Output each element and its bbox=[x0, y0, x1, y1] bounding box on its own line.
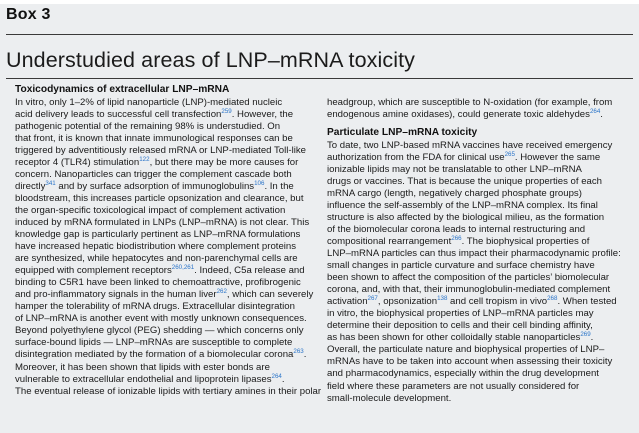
text-line: are synthesized, while hepatocytes and non-parenchymal cells are bbox=[15, 253, 298, 265]
text-line: been shown to affect the composition of the particles’ biomolecular bbox=[327, 272, 610, 284]
text-line: that front, it is known that innate immunological responses can be bbox=[15, 132, 293, 144]
text-line: . However, the bbox=[231, 108, 294, 120]
text-line: ionizable lipids may not be translatable to other LNP–mRNA bbox=[327, 163, 582, 175]
reference-link[interactable]: 122 bbox=[139, 155, 150, 163]
text-line: of the biomolecular corona leads to internal restructuring and bbox=[327, 223, 586, 235]
text-line: field where these parameters are not usually considered for bbox=[327, 380, 580, 392]
text-line: bloodstream, this increases particle opsonization and clearance, but bbox=[15, 192, 304, 204]
text-line: . Indeed, C5a release and bbox=[194, 265, 305, 277]
text-line: acid delivery leads to successful cell transfection bbox=[15, 108, 222, 120]
text-line: . bbox=[281, 373, 285, 385]
reference-link[interactable]: 263 bbox=[293, 348, 304, 356]
header-rule bbox=[6, 34, 633, 35]
section-heading-toxicodynamics: Toxicodynamics of extracellular LNP–mRNA bbox=[15, 84, 230, 95]
text-line: directly bbox=[15, 180, 46, 192]
text-line: disintegration mediated by the formation of a biomolecular corona bbox=[15, 349, 294, 361]
text-line: as has been shown for other colloidally stable nanoparticles bbox=[327, 332, 581, 344]
text-line: authorization from the FDA for clinical use bbox=[327, 151, 505, 163]
text-line: knowledge gap is particularly pertinent as LNP–mRNA formulations bbox=[15, 229, 301, 241]
text-line: , but there may be more causes for bbox=[149, 156, 299, 168]
box-title: Understudied areas of LNP–mRNA toxicity bbox=[6, 48, 415, 72]
text-line: headgroup, which are susceptible to N-oxidation (for example, from bbox=[327, 97, 613, 108]
text-line: have increased hepatic biodistribution where complement proteins bbox=[15, 241, 297, 253]
text-line: influence the self-assembly of the LNP–mRNA complex. Its final bbox=[327, 199, 598, 211]
text-line: structure is also affected by the biological milieu, as the formation bbox=[327, 211, 605, 223]
right-column bbox=[327, 97, 633, 405]
reference-link[interactable]: 264 bbox=[271, 372, 282, 380]
text-line: The eventual release of ionizable lipids with tertiary amines in their polar bbox=[15, 385, 322, 397]
reference-link[interactable]: 267 bbox=[367, 295, 378, 303]
paragraph-toxicodynamics bbox=[15, 96, 322, 398]
text-line: . bbox=[303, 349, 307, 361]
text-line: Moreover, it has been shown that lipids with ester bonds are bbox=[15, 361, 270, 373]
text-line: triggered by adventitiously released mRNA or LNP-mediated Toll-like bbox=[15, 144, 306, 156]
reference-link[interactable]: 341 bbox=[45, 179, 56, 187]
text-line: small-molecule development. bbox=[327, 392, 452, 404]
text-line: , which can severely bbox=[226, 289, 314, 301]
text-line: . The biophysical properties of bbox=[461, 235, 590, 247]
text-line: surface-bound lipids — LNP–mRNAs are susceptible to complete bbox=[15, 337, 293, 349]
reference-link[interactable]: 268 bbox=[547, 295, 558, 303]
text-line: in vitro, the biophysical properties of LNP–mRNA particles may bbox=[327, 308, 594, 320]
text-line: endogenous amine oxidases), could generate toxic aldehydes bbox=[327, 109, 590, 121]
text-line: mRNA cargo (length, negatively charged phosphate groups) bbox=[327, 187, 582, 199]
text-line: corona, and, with that, their immunoglobulin-mediated complement bbox=[327, 284, 611, 296]
title-rule bbox=[6, 78, 633, 79]
text-line: . In the bbox=[264, 180, 294, 192]
text-line: . However the same bbox=[514, 151, 601, 163]
text-line: concern. Nanoparticles can trigger the complement cascade both bbox=[15, 168, 292, 180]
box-label: Box 3 bbox=[6, 6, 51, 23]
text-line: Overall, the particulate nature and biophysical properties of LNP– bbox=[327, 344, 605, 356]
text-line: In vitro, only 1–2% of lipid nanoparticle (LNP)-mediated nucleic bbox=[15, 96, 283, 108]
text-line: . When tested bbox=[557, 296, 617, 308]
text-line: equipped with complement receptors bbox=[15, 265, 172, 277]
text-line: small changes in particle curvature and surface chemistry have bbox=[327, 260, 595, 272]
text-line: pathogenic potential of the remaining 98% is understudied. On bbox=[15, 120, 281, 132]
text-line: the organ-specific toxicological impact of complement activation bbox=[15, 204, 286, 216]
reference-link[interactable]: 265 bbox=[504, 150, 515, 158]
text-line: receptor 4 (TLR4) stimulation bbox=[15, 156, 140, 168]
text-line: Beyond polyethylene glycol (PEG) shedding — which concerns only bbox=[15, 325, 304, 337]
paragraph-continuation bbox=[327, 97, 633, 121]
reference-link[interactable]: 266 bbox=[451, 234, 462, 242]
text-line: and by surface adsorption of immunoglobulins bbox=[55, 180, 255, 192]
reference-link[interactable]: 260,261 bbox=[171, 263, 195, 271]
text-line: determine their deposition to cells and their cell binding affinity, bbox=[327, 320, 593, 332]
reference-link[interactable]: 138 bbox=[437, 295, 448, 303]
section-heading-particulate: Particulate LNP–mRNA toxicity bbox=[327, 127, 478, 139]
text-line: , opsonization bbox=[377, 296, 438, 308]
text-line: induced by mRNA formulated in LNPs (LNP–mRNA) is not clear. This bbox=[15, 216, 310, 228]
left-column bbox=[15, 84, 322, 398]
reference-link[interactable]: 264 bbox=[589, 107, 601, 115]
reference-link[interactable]: 269 bbox=[580, 331, 591, 339]
text-line: mRNAs have to be taken into account when assessing their toxicity bbox=[327, 356, 613, 368]
text-line: . bbox=[600, 109, 603, 121]
text-line: activation bbox=[327, 296, 368, 308]
text-line: and pharmacodynamics, especially within the drug development bbox=[327, 368, 599, 380]
reference-link[interactable]: 106 bbox=[254, 179, 265, 187]
text-line: To date, two LNP-based mRNA vaccines have received emergency bbox=[327, 139, 613, 151]
text-line: LNP–mRNA particles can thus impact their pharmacodynamic profile: bbox=[327, 248, 621, 260]
text-line: drugs or vaccines. That is because the unique properties of each bbox=[327, 175, 603, 187]
text-line: vulnerable to extracellular endothelial and lipoprotein lipases bbox=[15, 373, 272, 385]
text-line: and cell tropism in vivo bbox=[447, 296, 548, 308]
text-line: and pro-inflammatory signals in the human liver bbox=[15, 289, 217, 301]
paragraph-particulate bbox=[327, 140, 633, 405]
reference-link[interactable]: 262 bbox=[216, 288, 227, 296]
text-line: . bbox=[590, 332, 594, 344]
text-line: binding to C5R1 have been linked to chemoattractive, profibrogenic bbox=[15, 277, 301, 289]
reference-link[interactable]: 259 bbox=[221, 107, 232, 115]
text-line: of LNP–mRNA is another event with mostly unknown consequences. bbox=[15, 313, 307, 325]
text-line: compositional rearrangement bbox=[327, 235, 452, 247]
text-line: hamper the tolerability of mRNA drugs. Extracellular disintegration bbox=[15, 301, 295, 313]
